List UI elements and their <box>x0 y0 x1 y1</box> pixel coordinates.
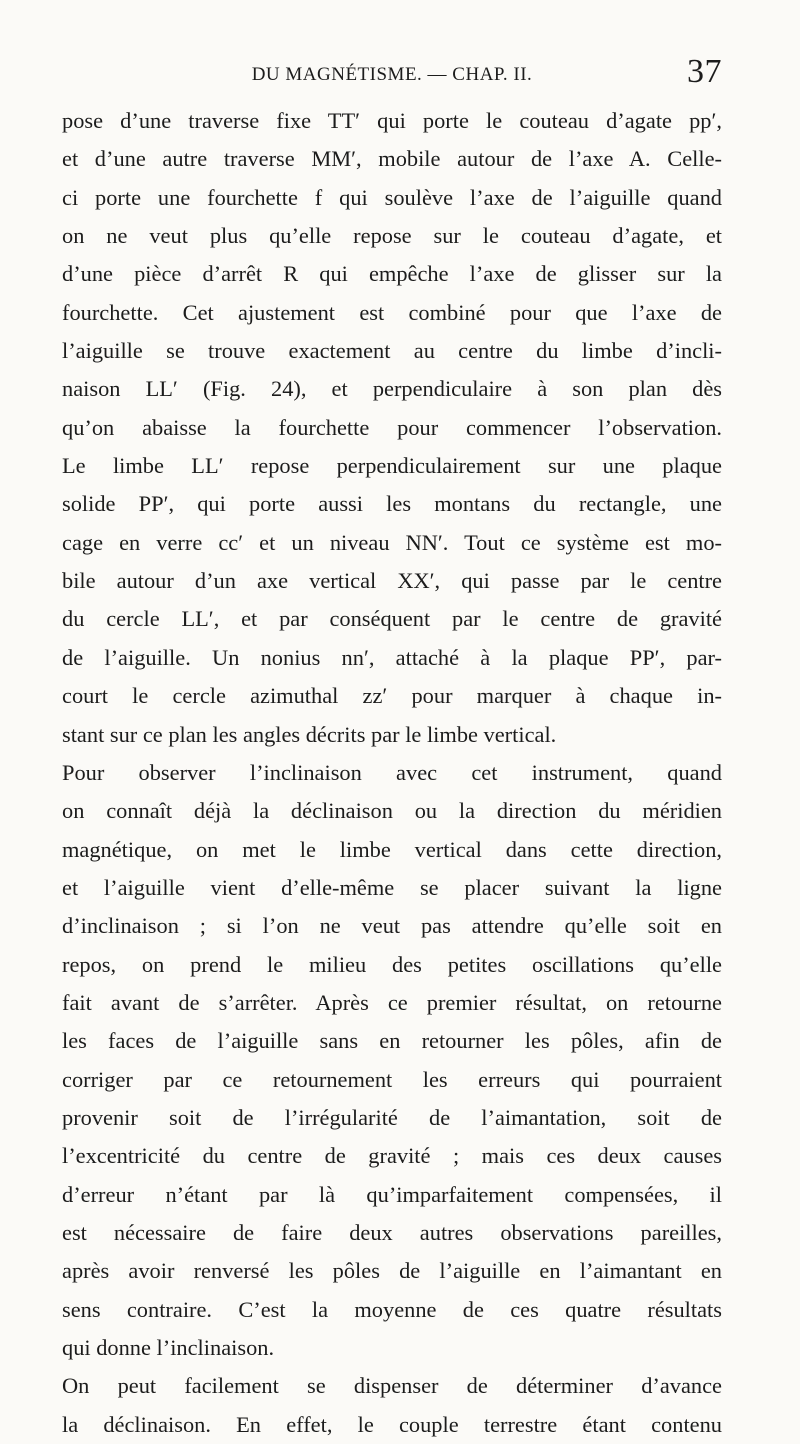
text-line: fait avant de s’arrêter. Après ce premier résultat, on retourne <box>62 989 722 1015</box>
text-line: qu’on abaisse la fourchette pour commencer l’observation. <box>62 414 722 440</box>
text-line: de l’aiguille. Un nonius nn′, attaché à la plaque PP′, par- <box>62 644 722 670</box>
text-line: provenir soit de l’irrégularité de l’aimantation, soit de <box>62 1104 722 1130</box>
text-line: stant sur ce plan les angles décrits par le limbe vertical. <box>62 721 557 747</box>
text-line: Pour observer l’inclinaison avec cet instrument, quand <box>62 759 722 785</box>
text-line: d’erreur n’étant par là qu’imparfaitement compensées, il <box>62 1181 722 1207</box>
text-line: magnétique, on met le limbe vertical dans cette direction, <box>62 836 722 862</box>
text-line: sens contraire. C’est la moyenne de ces quatre résultats <box>62 1296 722 1322</box>
text-line: et l’aiguille vient d’elle-même se placer suivant la ligne <box>62 874 722 900</box>
text-line: ci porte une fourchette f qui soulève l’axe de l’aiguille quand <box>62 184 722 210</box>
text-line: solide PP′, qui porte aussi les montans du rectangle, une <box>62 491 722 517</box>
text-line: bile autour d’un axe vertical XX′, qui passe par le centre <box>62 568 722 594</box>
body-text <box>62 102 722 1444</box>
text-line: Le limbe LL′ repose perpendiculairement sur une plaque <box>62 453 722 479</box>
text-line: du cercle LL′, et par conséquent par le centre de gravité <box>62 606 722 632</box>
text-line: repos, on prend le milieu des petites oscillations qu’elle <box>62 951 722 977</box>
text-line: naison LL′ (Fig. 24), et perpendiculaire à son plan dès <box>62 376 722 402</box>
text-line: cage en verre cc′ et un niveau NN′. Tout ce système est mo- <box>62 529 722 555</box>
text-line: pose d’une traverse fixe TT′ qui porte le couteau d’agate pp′, <box>62 108 722 133</box>
text-line: qui donne l’inclinaison. <box>62 1335 275 1360</box>
text-line: on ne veut plus qu’elle repose sur le couteau d’agate, et <box>62 223 722 249</box>
text-line: fourchette. Cet ajustement est combiné pour que l’axe de <box>62 299 722 325</box>
text-line: après avoir renversé les pôles de l’aiguille en l’aimantant en <box>62 1258 722 1284</box>
page-number: 37 <box>687 53 722 90</box>
page-header <box>62 52 722 92</box>
text-line: l’excentricité du centre de gravité ; mais ces deux causes <box>62 1143 722 1169</box>
text-line: court le cercle azimuthal zz′ pour marquer à chaque in- <box>62 683 722 709</box>
text-line: et d’une autre traverse MM′, mobile autour de l’axe A. Celle- <box>62 146 722 172</box>
text-line: est nécessaire de faire deux autres observations pareilles, <box>62 1219 722 1245</box>
text-line: les faces de l’aiguille sans en retourner les pôles, afin de <box>62 1028 722 1054</box>
text-line: corriger par ce retournement les erreurs qui pourraient <box>62 1066 722 1092</box>
text-line: On peut facilement se dispenser de déterminer d’avance <box>62 1373 722 1399</box>
text-line: d’une pièce d’arrêt R qui empêche l’axe de glisser sur la <box>62 261 722 287</box>
running-head: DU MAGNÉTISME. — CHAP. II. <box>251 64 533 85</box>
text-line: la déclinaison. En effet, le couple terrestre étant contenu <box>62 1411 722 1437</box>
text-line: d’inclinaison ; si l’on ne veut pas attendre qu’elle soit en <box>62 913 722 939</box>
text-line: on connaît déjà la déclinaison ou la direction du méridien <box>62 798 722 824</box>
text-line: l’aiguille se trouve exactement au centre du limbe d’incli- <box>62 338 722 364</box>
